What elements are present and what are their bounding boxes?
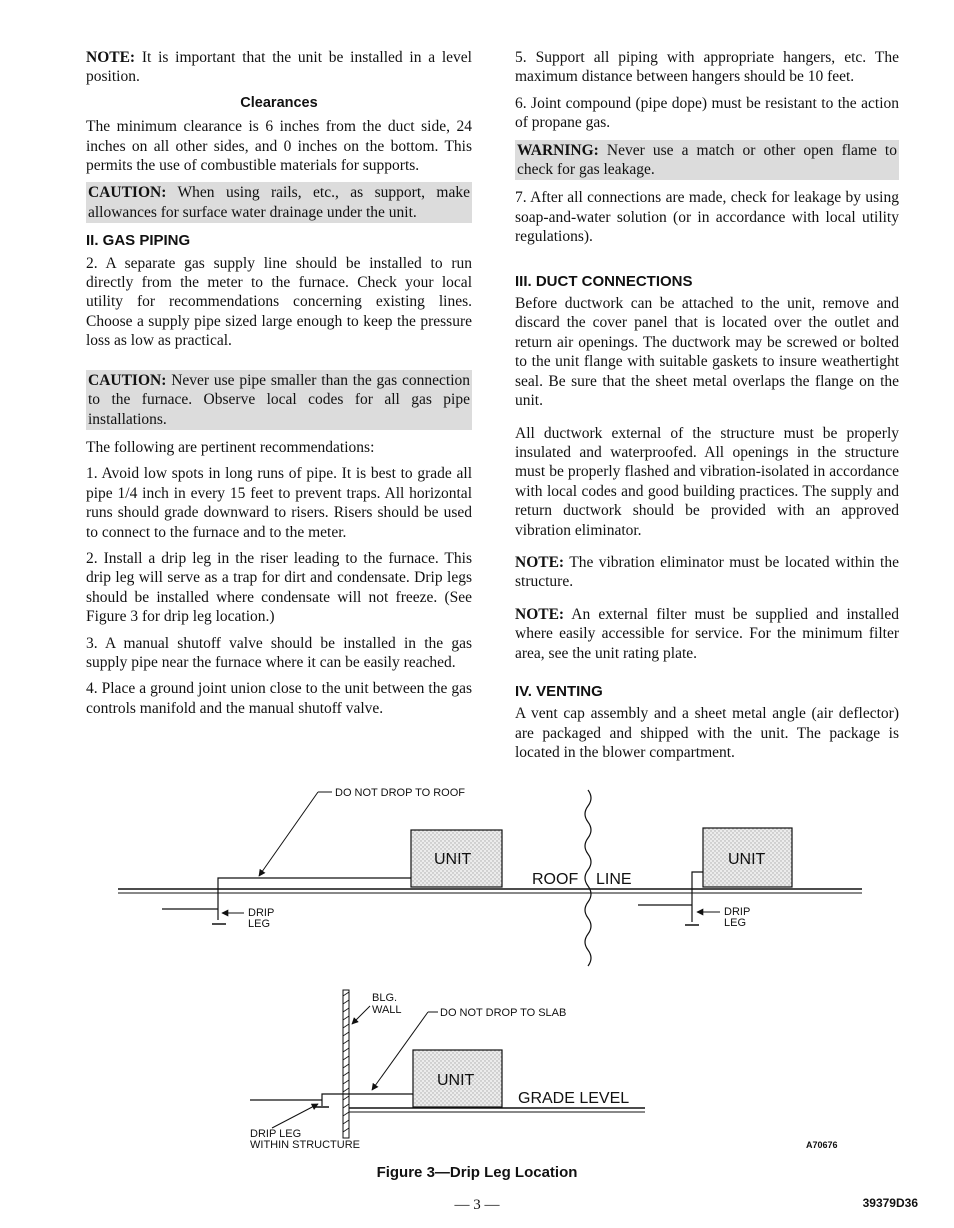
recommendation-6: 6. Joint compound (pipe dope) must be resistant to the action of propane gas. [515, 94, 899, 132]
drip-leg-within-label-2: WITHIN STRUCTURE [250, 1139, 360, 1151]
note-text: It is important that the unit be installed in a level position. [86, 49, 472, 86]
blg-label: BLG. [372, 992, 398, 1004]
recommendation-4: 4. Place a ground joint union close to the unit between the gas controls manifold and the manual shutoff valve. [86, 680, 472, 717]
drip-label-2: DRIP [724, 906, 751, 918]
roof-label: ROOF [532, 871, 579, 888]
caution-text-1: When using rails, etc., as support, make allowances for surface water drainage under the unit. [88, 184, 470, 221]
figure-code: A70676 [806, 1140, 838, 1150]
note-label: NOTE: [86, 49, 136, 66]
warning-text: Never use a match or other open flame to check for gas leakage. [517, 141, 897, 179]
duct-paragraph-1: Before ductwork can be attached to the unit, remove and discard the cover panel that is located over the outlet and return air openings. The ductwork may be screwed or bolted to the unit flange with suitable gaskets to insure weathertight seal. Be sure that the sheet metal overlaps the flange on the unit. [515, 295, 899, 410]
do-not-drop-roof-label: DO NOT DROP TO ROOF [335, 787, 465, 799]
caution-text-2: Never use pipe smaller than the gas connection to the furnace. Observe local codes for all gas pipe installations. [88, 371, 470, 428]
document-id: 39379D36 [862, 1196, 918, 1210]
leg-label-1: LEG [248, 918, 271, 930]
wall-label: WALL [372, 1004, 402, 1016]
figure-caption: Figure 3—Drip Leg Location [376, 1164, 578, 1181]
recommendation-2: 2. Install a drip leg in the riser leading to the furnace. This drip leg will serve as a trap for dirt and condensate. Drip legs should be installed where condensate will not freeze. (See Figure 3 for drip leg location.) [86, 549, 472, 626]
recommendation-7: 7. After all connections are made, check for leakage by using soap-and-water solution (or in accordance with local utility regulations). [515, 189, 899, 246]
wall-arrow [352, 1006, 370, 1024]
gas-piping-heading: II. GAS PIPING [86, 232, 191, 250]
recommendation-1: 1. Avoid low spots in long runs of pipe. It is best to grade all pipe 1/4 inch in every 15 feet to prevent traps. All horizontal runs should grade downward to risers. Risers should be used to connect to the furnace and to the meter. [86, 465, 472, 541]
venting-paragraph: A vent cap assembly and a sheet metal angle (air deflector) are packaged and shipped with the unit. The package is located in the blower compartment. [515, 705, 899, 762]
drip-label-1: DRIP [248, 907, 275, 919]
break-line [585, 790, 591, 966]
unit-label-3: UNIT [437, 1072, 475, 1089]
clearances-paragraph: The minimum clearance is 6 inches from the duct side, 24 inches on all other sides, and 0 inches on the bottom. This permits the use of combustible materials for supports. [86, 118, 472, 175]
warning-label: WARNING: [517, 141, 599, 159]
gas-pipe-2 [692, 872, 703, 922]
unit-label-2: UNIT [728, 851, 766, 868]
recommendation-3: 3. A manual shutoff valve should be installed in the gas supply pipe near the furnace where it can be easily reached. [86, 634, 472, 671]
duct-connections-heading: III. DUCT CONNECTIONS [515, 272, 693, 290]
no-drop-roof-arrow [259, 792, 318, 876]
recommendation-5: 5. Support all piping with appropriate hangers, etc. The maximum distance between hangers should be 10 feet. [515, 49, 899, 86]
gas-pipe-1 [218, 878, 411, 920]
drip-within-arrow [272, 1104, 318, 1128]
venting-heading: IV. VENTING [515, 682, 603, 700]
caution-label-2: CAUTION: [88, 371, 167, 389]
gas-pipe-3 [322, 1094, 413, 1106]
leg-label-2: LEG [724, 917, 747, 929]
note-label-3: NOTE: [515, 605, 565, 623]
clearances-heading: Clearances [240, 94, 318, 111]
do-not-drop-slab-label: DO NOT DROP TO SLAB [440, 1007, 567, 1019]
duct-paragraph-2: All ductwork external of the structure must be properly insulated and waterproofed. All openings in the structure must be properly flashed and vibration-isolated in accordance with local codes and good building practices. The supply and return ductwork should be provided with an approved vibration eliminator. [515, 424, 899, 539]
line-label: LINE [596, 871, 632, 888]
grade-level-label: GRADE LEVEL [518, 1090, 630, 1107]
caution-label-1: CAUTION: [88, 184, 167, 202]
unit-label-1: UNIT [434, 851, 472, 868]
drip-leg-within-label-1: DRIP LEG [250, 1128, 302, 1140]
pertinent-paragraph: The following are pertinent recommendations: [86, 438, 375, 456]
note-text-2: The vibration eliminator must be located within the structure. [515, 553, 899, 591]
note-label-2: NOTE: [515, 553, 565, 571]
gas-paragraph-2: 2. A separate gas supply line should be installed to run directly from the meter to the furnace. Check your local utility for recommendations concerning existing lines. Choose a supply pipe sized large enough to keep the pressure loss as low as practical. [86, 254, 472, 350]
page-number: — 3 — [454, 1197, 500, 1213]
note-text-3: An external filter must be supplied and installed where easily accessible for service. For the minimum filter area, see the unit rating plate. [515, 605, 899, 662]
